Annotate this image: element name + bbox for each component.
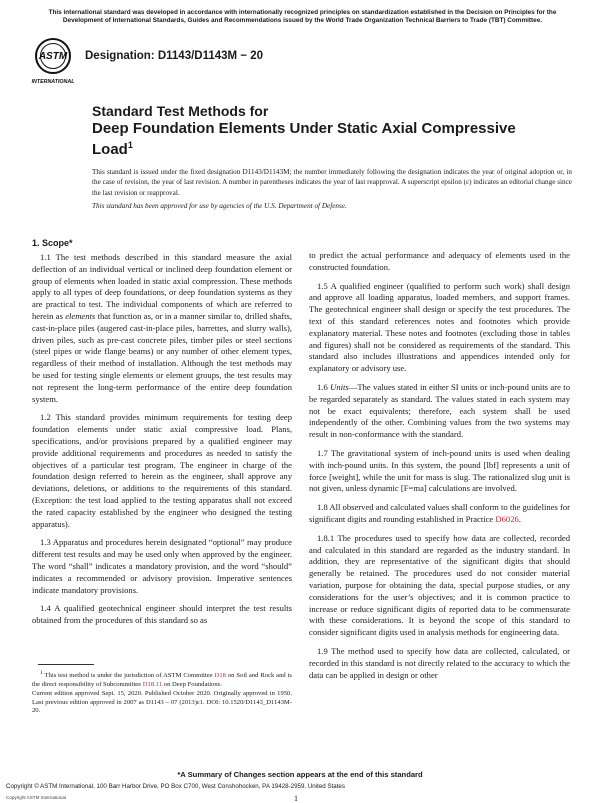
section-1-4-continued: to predict the actual performance and adequacy of elements used in the constructed foundation. <box>309 250 570 272</box>
issuance-note: This standard is issued under the fixed designation D1143/D1143M; the number immediately following the designation indicates the year of original adoption or, in the case of revision, the year of last revision. A number in parentheses indicates the year of last reapproval. A superscript epsilon (ε) indicates an editorial change since the last revision or reapproval. <box>92 168 572 197</box>
copyright-line: Copyright © ASTM International, 100 Barr Harbor Drive, PO Box C700, West Conshohocken, PA 19428-2959. United States <box>6 783 345 790</box>
svg-text:ASTM: ASTM <box>38 51 68 62</box>
section-1-9: 1.9 The method used to specify how data are collected, calculated, or recorded in this standard is not directly related to the accuracy to which the data can be applied in design or other <box>309 645 570 680</box>
section-1-5: 1.5 A qualified engineer (qualified to perform such work) shall design and approve all loading apparatus, loaded members, and support frames. The geotechnical engineer shall design or specify the test procedures. The text of this standard references notes and footnotes which provide explanatory material. These notes and footnotes (excluding those in tables and figures) shall not be considered as requirements of the standard. This standard also includes illustrations and appendices intended only for explanatory or advisory use. <box>309 280 570 374</box>
tbt-notice: This international standard was developed in accordance with internationally recognized principles on standardization established in the Decision on Principles for the Development of International Standards, Guides and Recommendations issued by the World Trade Organization Technical Barriers to Trade (TBT) Committee. <box>48 9 557 24</box>
right-column <box>309 250 570 688</box>
scope-heading: 1. Scope* <box>32 238 73 248</box>
section-1-7: 1.7 The gravitational system of inch-pound units is used when dealing with inch-pound units. In this system, the pound [lbf] represents a unit of force [weight], while the unit for mass is slug. The rationalized slug unit is not given, unless dynamic [F=ma] calculations are involved. <box>309 447 570 494</box>
section-1-3: 1.3 Apparatus and procedures herein designated “optional” may produce different test results and may be used only when approved by the engineer. The word “shall” indicates a mandatory provision, and the word “should” indicates a recommended or advisory provision. Imperative sentences indicate mandatory provisions. <box>32 537 292 595</box>
link-d18-11[interactable]: D18.11 <box>142 680 163 688</box>
dod-approval-note: This standard has been approved for use by agencies of the U.S. Department of Defense. <box>92 202 347 210</box>
document-title <box>92 103 552 158</box>
section-1-6: 1.6 Units—The values stated in either SI units or inch-pound units are to be regarded separately as standard. The values stated in each system may not be exact equivalents; therefore, each system shall be used independently of the other. Combining values from the two systems may result in non-conformance with the standard. <box>309 381 570 440</box>
title-line-1: Standard Test Methods for <box>92 103 269 119</box>
astm-logo <box>29 37 77 87</box>
title-footnote-mark: 1 <box>127 140 133 150</box>
footnote-divider <box>38 664 94 665</box>
section-1-8: 1.8 All observed and calculated values shall conform to the guidelines for significant digits and rounding established in Practice D6026. <box>309 502 570 524</box>
link-d6026[interactable]: D6026 <box>495 513 519 524</box>
summary-of-changes-note: *A Summary of Changes section appears at the end of this standard <box>177 770 423 779</box>
section-1-4: 1.4 A qualified geotechnical engineer should interpret the test results obtained from the procedures of this standard so as <box>32 603 292 626</box>
section-1-8-1: 1.8.1 The procedures used to specify how data are collected, recorded and calculated in this standard are regarded as the industry standard. In addition, they are representative of the significant digits that should generally be retained. The procedures used do not consider material variation, purpose for obtaining the data, special purpose studies, or any considerations for the user’s objectives; and it is common practice to increase or reduce significant digits of reported data to be commensurate with these considerations. It is beyond the scope of this standard to consider significant digits used in analysis methods for engineering data. <box>309 532 570 638</box>
astm-logo-icon <box>29 37 77 87</box>
designation: Designation: D1143/D1143M − 20 <box>85 50 264 62</box>
left-column <box>32 252 292 634</box>
section-1-1: 1.1 The test methods described in this standard measure the axial deflection of an individual vertical or inclined deep foundation element or group of elements when loaded in static axial compression. These methods apply to all types of deep foundations, or deep foundation systems as they are practical to test. The individual components of which are referred to herein as elements that function as, or in a manner similar to, drilled shafts, cast-in-place piles (augered cast-in-place piles, barrettes, and slurry walls), driven piles, such as pre-cast concrete piles, timber piles or steel sections (steel pipes or wide flange beams) or any number of other element types, regardless of their method of installation. Although the test methods may be used for testing single elements or element groups, the test results may not represent the long-term performance of the entire deep foundation system. <box>32 252 292 404</box>
title-line-2: Deep Foundation Elements Under Static Axial Compressive Load$^1$ <box>92 120 516 158</box>
page-number: 1 <box>294 794 298 803</box>
link-d18[interactable]: D18 <box>214 672 226 680</box>
svg-text:INTERNATIONAL: INTERNATIONAL <box>31 79 75 85</box>
license-watermark: Copyright ASTM International <box>6 795 67 800</box>
section-1-2: 1.2 This standard provides minimum requirements for testing deep foundation elements under static axial compressive load. Plans, specifications, and/or provisions prepared by a qualified engineer may provide additional requirements and procedures as needed to satisfy the objectives of a particular test program. The engineer in charge of the foundation design referred to herein as the engineer, shall approve any deviations, deletions, or additions to the requirements of this standard. (Exception: the test load applied to the testing apparatus shall not exceed the rated capacity established by the engineer who designed the testing apparatus). <box>32 412 292 529</box>
footnote-1: $^1$ This test method is under the jurisdiction of ASTM Committee D18 on Soil and Rock and is the direct responsibility of Subcommittee D18.11 on Deep Foundations. Current edition approved Sept. 15, 2020. Published October 2020. Originally approved in 1950. Last previous edition approved in 2007 as D1143 – 07 (2013)ε1. DOI: 10.1520/D1143_D1143M-20. <box>32 670 292 715</box>
